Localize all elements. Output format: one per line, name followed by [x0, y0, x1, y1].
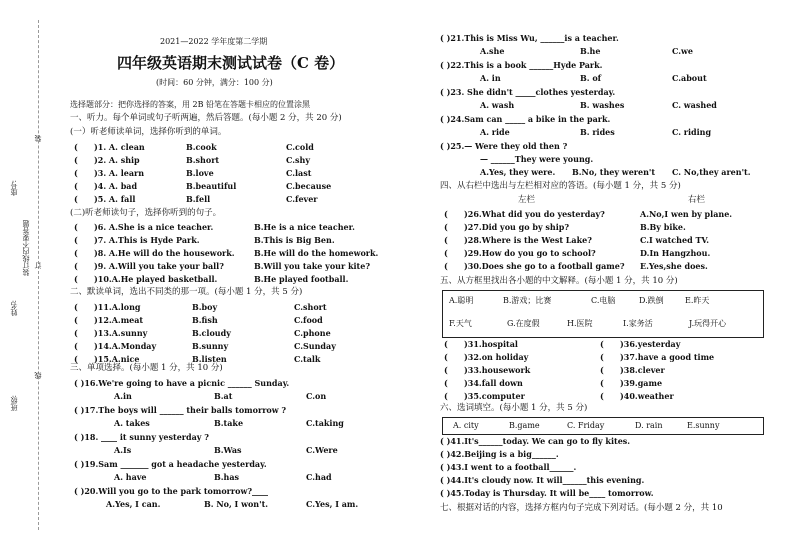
box-option: A.聪明: [449, 296, 474, 305]
question: ( )25.— Were they old then ?: [440, 141, 568, 151]
ding-mark: 订: [34, 262, 42, 269]
seat-label: 座号:: [10, 180, 18, 197]
question: ( )20.Will you go to the park tomorrow?____: [74, 486, 269, 496]
question: ( )17.The boys will ______ their balls tomorrow ?: [74, 405, 287, 415]
box-option: J.玩得开心: [689, 319, 727, 328]
part4-heading: 四、从右栏中选出与左栏相对应的答语。(每小题 1 分，共 5 分): [440, 181, 681, 191]
part6-word-box: [442, 417, 764, 435]
box-option: E.sunny: [687, 421, 720, 430]
list-item: ( )41.It's______today. We can go to fly kites.: [440, 436, 631, 446]
part1-sub2-list: ( )6. A.She is a nice teacher. B.He is a nice teacher. ( )7. A.This is Hyde Park. B.This is Big Ben. ( )8. A.He will do the housework. B.He will do the homework. ( )9. A.Will you take your ball? B.Will you take your kite? ( )10.A.He played basketball. B.He played football.: [74, 222, 379, 284]
left-column-label: 左栏: [518, 195, 536, 205]
part5-list: ( )31.hospital ( )36.yesterday ( )32.on holiday ( )37.have a good time ( )33.housework ( )38.clever ( )34.fall down ( )39.game ( )35.computer ( )40.weather: [444, 339, 715, 401]
question: ( )16.We're going to have a picnic ______ Sunday.: [74, 378, 290, 388]
question: ( )24.Sam can _____ a bike in the park.: [440, 114, 611, 124]
box-option: A. city: [453, 421, 479, 430]
list-item: ( )42.Beijing is a big______.: [440, 449, 559, 459]
right-column-label: 右栏: [688, 195, 706, 205]
page-title: 四年级英语期末测试试卷（C 卷）: [117, 54, 345, 72]
box-option: E.昨天: [685, 296, 710, 305]
question-line: — ______They were young.: [480, 154, 594, 164]
term-label: 2021—2022 学年度第二学期: [160, 37, 268, 46]
xian-mark: 线: [34, 372, 42, 379]
list-item: ( )43.I went to a football______.: [440, 462, 577, 472]
box-option: I.家务活: [623, 319, 653, 328]
part3-heading: 三、单项选择。(每小题 1 分，共 10 分): [70, 363, 223, 373]
part1-sub1: (一）听老师读单词，选择你听到的单词。: [70, 127, 227, 137]
part6-list: [440, 435, 770, 501]
binding-line: [38, 20, 39, 530]
box-option: G.在度假: [507, 319, 540, 328]
list-item: ( )44.It's cloudy now. It will______this evening.: [440, 475, 645, 485]
part3-list-right: ( )21.This is Miss Wu, ______is a teacher. A.she B.he C.we ( )22.This is a book ______Hyde Park. A. in B. of C.about ( )23. She didn't _____clothes yesterday. A. wash B. washes C. washed ( )24.Sam can _____ a bike in the park. A. ride B. rides C. riding ( )25.— Were they old then ? — ______They were young. A.Yes, they were. B.No, they weren't C. No,they aren't.: [440, 33, 751, 177]
no-answer-note: 装订线内不要答题: [22, 220, 30, 276]
box-option: D.跌倒: [639, 296, 664, 305]
part7-heading: 七、根据对话的内容，选择方框内句子完成下列对话。(每小题 2 分，共 10: [440, 503, 723, 513]
part2-heading: 二、默读单词，选出不同类的那一项。(每小题 1 分，共 5 分): [70, 287, 303, 297]
part5-heading: 五、从方框里找出各小题的中文解释。(每小题 1 分，共 10 分): [440, 276, 678, 286]
box-option: F.天气: [449, 319, 472, 328]
part1-sub1-list: ( )1. A. clean B.cook C.cold ( )2. A. ship B.short C.shy ( )3. A. learn B.love C.last ( )4. A. bad B.beautiful C.because ( )5. A. fall B.fell C.fever: [74, 142, 332, 204]
box-option: H.医院: [567, 319, 593, 328]
question: ( )19.Sam _______ got a headache yesterday.: [74, 459, 267, 469]
question: ( )22.This is a book ______Hyde Park.: [440, 60, 603, 70]
part2-list: ( )11.A.long B.boy C.short ( )12.A.meat B.fish C.food ( )13.A.sunny B.cloudy C.phone ( )14.A.Monday B.sunny C.Sunday ( )15.A.nice B.listen C.talk: [74, 302, 336, 364]
question: ( )23. She didn't _____clothes yesterday.: [440, 87, 616, 97]
part1-heading: 一、听力。每个单词或句子听两遍，然后答题。(每小题 2 分，共 20 分): [70, 113, 342, 123]
zhuang-mark: 装: [34, 135, 42, 142]
question: ( )18. ____ it sunny yesterday ?: [74, 432, 209, 442]
box-option: C. Friday: [567, 421, 605, 430]
name-label: 姓名:: [10, 300, 18, 317]
part5-word-box: [442, 290, 764, 338]
margin-spacer: [24, 410, 25, 411]
list-item: ( )45.Today is Thursday. It will be____ tomorrow.: [440, 488, 654, 498]
class-label: 班级:: [10, 395, 18, 412]
part1-sub2: (二)听老师读句子，选择你听到的句子。: [70, 208, 222, 218]
box-option: D. rain: [635, 421, 663, 430]
box-option: B.game: [509, 421, 540, 430]
part4-list: ( )26.What did you do yesterday? A.No,I wen by plane. ( )27.Did you go by ship? B.By bike. ( )28.Where is the West Lake? C.I watched TV. ( )29.How do you go to school? D.In Hangzhou. ( )30.Does she go to a football game? E.Yes,she does.: [444, 209, 733, 271]
part6-heading: 六、选词填空。(每小题 1 分，共 5 分): [440, 403, 588, 413]
instruction: 选择题部分：把你选择的答案，用 2B 铅笔在答题卡相应的位置涂黑: [70, 100, 311, 109]
box-option: C.电脑: [591, 296, 616, 305]
box-option: B.游戏；比赛: [503, 296, 552, 305]
exam-info: (时间：60 分钟，满分：100 分): [156, 78, 273, 87]
question: ( )21.This is Miss Wu, ______is a teacher.: [440, 33, 619, 43]
part3-list-left: ( )16.We're going to have a picnic ______ Sunday. A.in B.at C.on ( )17.The boys will ______ their balls tomorrow ? A. takes B.take C.taking ( )18. ____ it sunny yesterday ? A.Is B.Was C.Were ( )19.Sam _______ got a headache yesterday. A. have B.has C.had ( )20.Will you go to the park tomorrow?____ A.Yes, I can. B. No, I won't. C.Yes, I am.: [74, 378, 359, 509]
